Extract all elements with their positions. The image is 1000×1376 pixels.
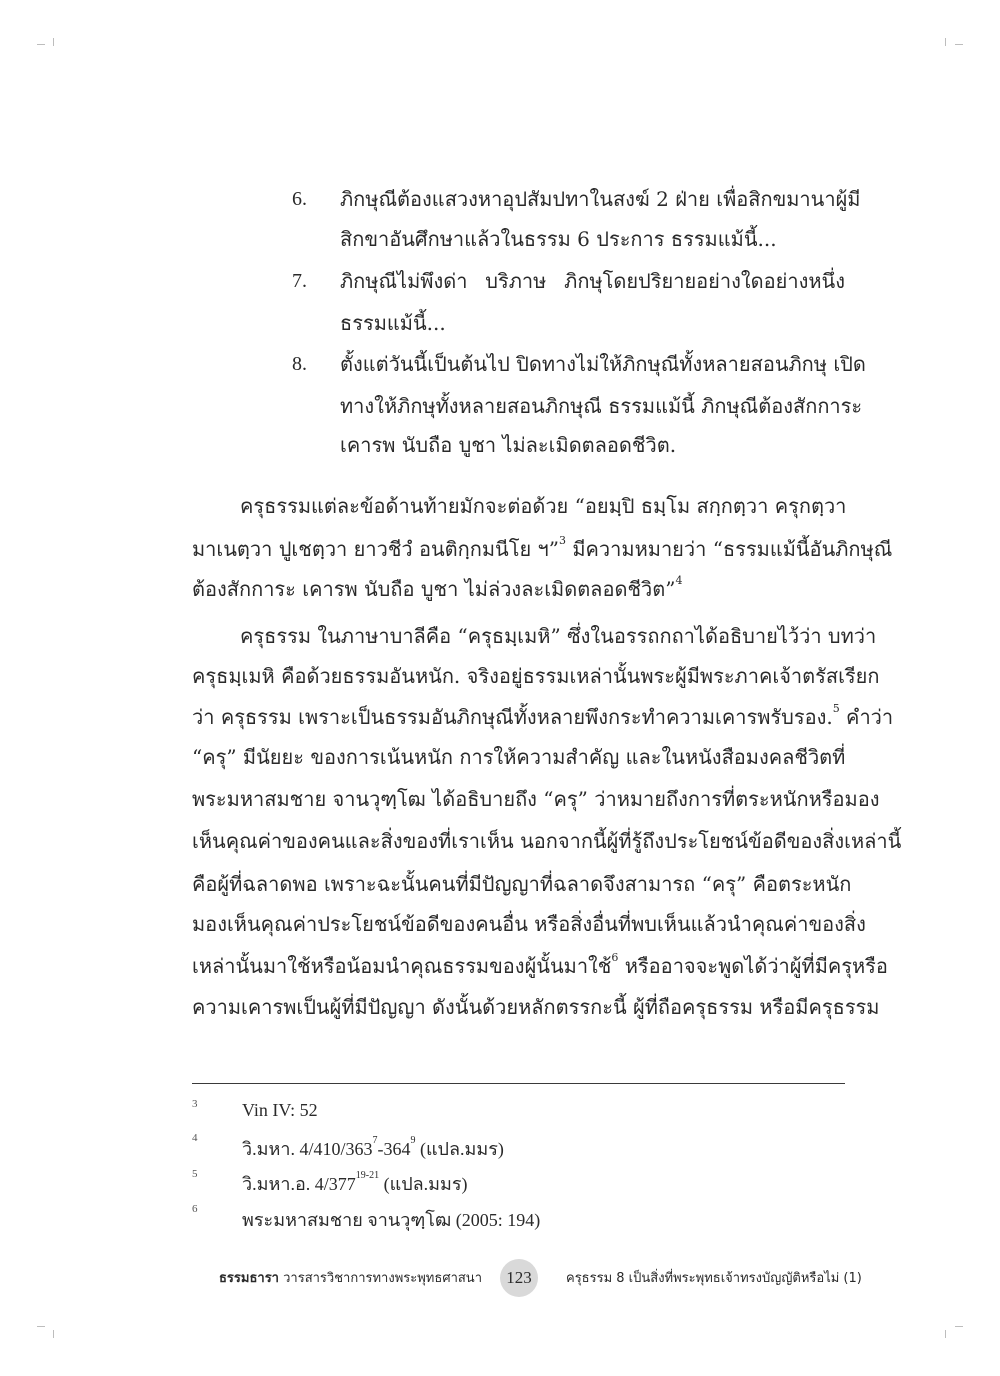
paragraph-line: ต้องสักการะ เคารพ นับถือ บูชา ไม่ล่วงละเมิดตลอดชีวิต”$^4$ [192,574,683,601]
paragraph-line: ครุธรรมแต่ละข้อด้านท้ายมักจะต่อด้วย “อยมฺปิ ธมฺโม สกฺกตฺวา ครุกตฺวา [240,494,847,518]
list-item-line: สิกขาอันศึกษาแล้วในธรรม 6 ประการ ธรรมแม้นี้... [340,227,777,251]
paragraph-line: “ครุ” มีนัยยะ ของการเน้นหนัก การให้ความสำคัญ และในหนังสือมงคลชีวิตที่ [192,745,846,769]
footnote-ref[interactable]: 4 [675,574,683,588]
crop-mark [37,1326,45,1327]
paragraph-line: พระมหาสมชาย จานวุฑฺโฒ ได้อธิบายถึง “ครุ” ว่าหมายถึงการที่ตระหนักหรือมอง [192,787,880,811]
paragraph-line: ว่า ครุธรรม เพราะเป็นธรรมอันภิกษุณีทั้งหลายพึงกระทำความเคารพรับรอง.$^5$ คำว่า [192,702,894,729]
paragraph-line: ความเคารพเป็นผู้ที่มีปัญญา ดังนั้นด้วยหลักตรรกะนี้ ผู้ที่ถือครุธรรม หรือมีครุธรรม [192,995,880,1019]
crop-mark [945,38,946,46]
list-item-line: ภิกษุณีต้องแสวงหาอุปสัมปทาในสงฆ์ 2 ฝ่าย เพื่อสิกขมานาผู้มี [340,187,861,211]
crop-mark [53,1330,54,1338]
journal-title: ธรรมธารา วารสารวิชาการทางพระพุทธศาสนา [218,1271,482,1286]
footnote-text: พระมหาสมชาย จานวุฑฺโฒ (2005: 194) [242,1210,541,1230]
list-item-line: ตั้งแต่วันนี้เป็นต้นไป ปิดทางไม่ให้ภิกษุณีทั้งหลายสอนภิกษุ เปิด [340,352,866,376]
footnote-number: 3 [192,1098,198,1110]
paragraph-line: มองเห็นคุณค่าประโยชน์ข้อดีของคนอื่น หรือสิ่งอื่นที่พบเห็นแล้วนำคุณค่าของสิ่ง [192,912,866,936]
footnote-number: 6 [192,1203,198,1215]
footnote-text: Vin IV: 52 [242,1100,318,1120]
crop-mark [37,44,45,45]
running-title: ครุธรรม 8 เป็นสิ่งที่พระพุทธเจ้าทรงบัญญัติหรือไม่ (1) [566,1271,862,1286]
list-item-line: ทางให้ภิกษุทั้งหลายสอนภิกษุณี ธรรมแม้นี้ ภิกษุณีต้องสักการะ [340,394,863,418]
list-item-line: ธรรมแม้นี้... [340,311,446,335]
footnote-text: วิ.มหา. $4/410/363^7-364^9$ (แปล.มมร) [242,1135,504,1159]
page-footer [0,1255,1000,1295]
list-number: 6. [292,188,307,210]
footnote-ref[interactable]: 6 [611,951,619,965]
footnote-text: วิ.มหา.อ. 4/377$^{19-21}$ (แปล.มมร) [242,1170,468,1194]
list-number: 8. [292,353,307,375]
crop-mark [955,44,963,45]
paragraph-line: คือผู้ที่ฉลาดพอ เพราะฉะนั้นคนที่มีปัญญาที่ฉลาดจึงสามารถ “ครุ” คือตระหนัก [192,872,852,896]
paragraph-line: เห็นคุณค่าของคนและสิ่งของที่เราเห็น นอกจากนี้ผู้ที่รู้ถึงประโยชน์ข้อดีของสิ่งเหล่านี้ [192,829,902,853]
paragraph-line: มาเนตฺวา ปูเชตฺวา ยาวชีวํ อนติกฺกมนีโย ฯ”$^3$ มีความหมายว่า “ธรรมแม้นี้อันภิกษุณี [192,534,893,561]
list-item-line: ภิกษุณีไม่พึงด่า บริภาษ ภิกษุโดยปริยายอย่างใดอย่างหนึ่ง [340,269,845,293]
footnote-ref[interactable]: 3 [559,534,567,548]
paragraph-line: ครุธมฺเมหิ คือด้วยธรรมอันหนัก. จริงอยู่ธรรมเหล่านั้นพระผู้มีพระภาคเจ้าตรัสเรียก [192,664,880,688]
footnote-number: 4 [192,1132,198,1144]
crop-mark [53,38,54,46]
list-number: 7. [292,270,307,292]
paragraph-line: ครุธรรม ในภาษาบาลีคือ “ครุธมฺเมหิ” ซึ่งในอรรถกถาได้อธิบายไว้ว่า บทว่า [240,624,877,648]
footnote-divider [192,1083,845,1084]
footnote-number: 5 [192,1168,198,1180]
crop-mark [955,1326,963,1327]
crop-mark [945,1330,946,1338]
page-number: 123 [500,1259,538,1297]
list-item-line: เคารพ นับถือ บูชา ไม่ละเมิดตลอดชีวิต. [340,433,677,457]
paragraph-line: เหล่านั้นมาใช้หรือน้อมนำคุณธรรมของผู้นั้นมาใช้$^6$ หรืออาจจะพูดได้ว่าผู้ที่มีครุหรือ [192,951,888,978]
footnote-ref[interactable]: 5 [832,702,840,716]
